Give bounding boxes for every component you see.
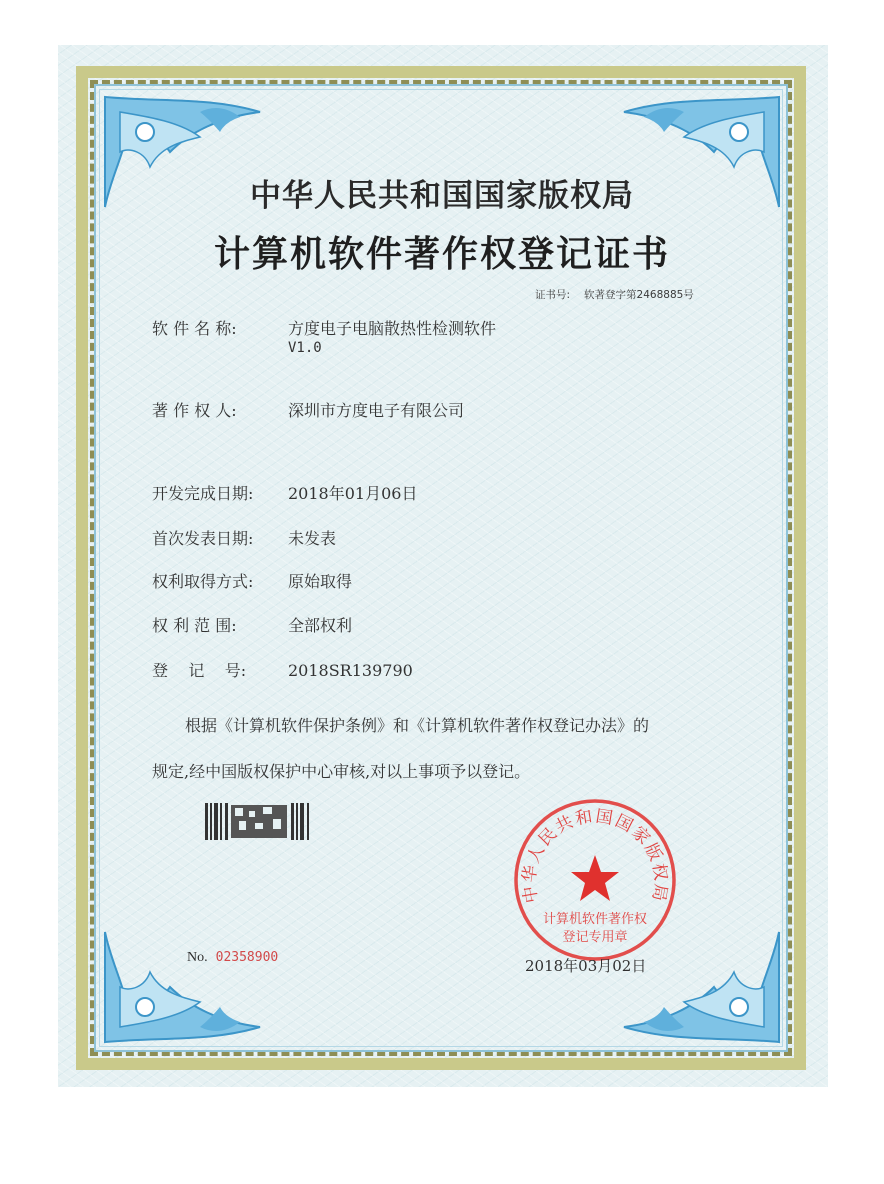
issue-date: 2018年03月02日 — [525, 957, 647, 975]
issuer-title: 中华人民共和国国家版权局 — [250, 178, 634, 214]
field-label: 权 利 范 围: — [152, 616, 237, 635]
field-copyright-owner — [152, 398, 464, 421]
field-value: 2018SR139790 — [288, 661, 413, 680]
corner-ornament-bottom-left — [100, 927, 270, 1047]
serial-number-label: No. — [187, 950, 208, 965]
field-label: 登 记 号: — [152, 661, 247, 680]
field-label: 权利取得方式: — [152, 572, 254, 591]
field-label: 开发完成日期: — [152, 484, 254, 503]
software-version: V1.0 — [288, 340, 322, 356]
field-value: 深圳市方度电子有限公司 — [288, 401, 465, 420]
seal-ring-text: 中华人民共和国国家版权局 — [519, 806, 671, 905]
official-seal — [512, 797, 678, 963]
field-label: 著 作 权 人: — [152, 401, 237, 420]
field-registration-number — [152, 658, 413, 681]
field-label: 首次发表日期: — [152, 529, 254, 548]
certificate-number-value: 软著登字第2468885号 — [584, 289, 694, 301]
field-label: 软 件 名 称: — [152, 319, 237, 338]
field-rights-scope — [152, 613, 352, 636]
statement-line-2: 规定,经中国版权保护中心审核,对以上事项予以登记。 — [152, 762, 531, 781]
statement-line-1: 根据《计算机软件保护条例》和《计算机软件著作权登记办法》的 — [185, 716, 650, 735]
field-value: 全部权利 — [288, 616, 353, 635]
seal-center-line-2: 登记专用章 — [562, 930, 628, 945]
serial-number — [187, 950, 278, 966]
field-value: 2018年01月06日 — [288, 484, 418, 503]
certificate-title: 计算机软件著作权登记证书 — [213, 234, 670, 275]
seal-star-icon — [571, 855, 619, 901]
field-value: 未发表 — [288, 529, 337, 548]
certificate-number — [535, 287, 708, 302]
field-completion-date — [152, 481, 417, 504]
field-value: 原始取得 — [288, 572, 353, 591]
barcode-qr-image — [205, 803, 313, 840]
certificate-number-label: 证书号: — [535, 289, 571, 301]
field-first-publish-date — [152, 526, 336, 549]
serial-number-value: 02358900 — [215, 950, 279, 965]
field-software-name — [152, 316, 496, 339]
field-value: 方度电子电脑散热性检测软件 — [288, 319, 497, 338]
seal-center-line-1: 计算机软件著作权 — [542, 912, 648, 927]
field-acquisition-method — [152, 569, 352, 592]
